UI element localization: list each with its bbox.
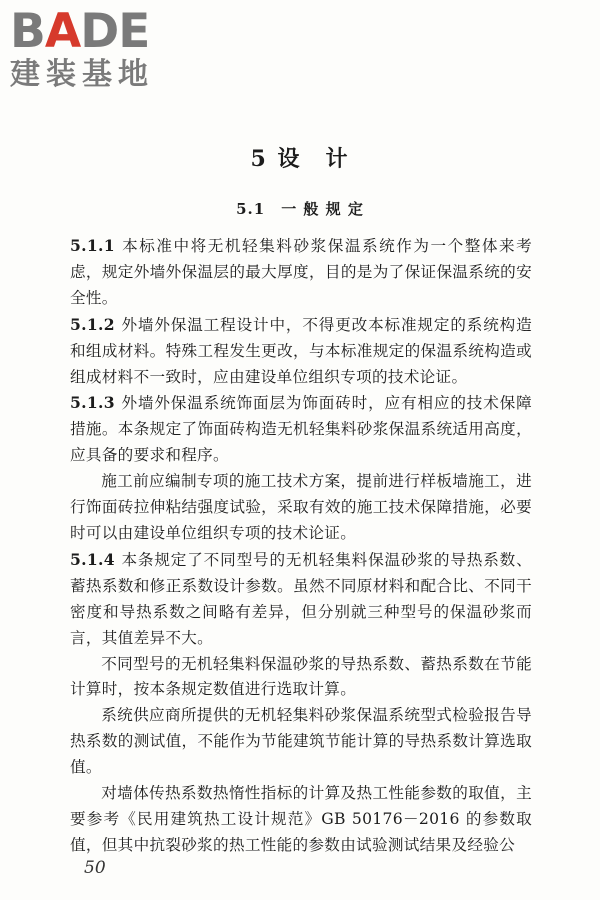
paragraph-text: 对墙体传热系数热惰性指标的计算及热工性能参数的取值，主要参考《民用建筑热工设计规范》GB 50176－2016 的参数取值，但其中抗裂砂浆的热工性能的参数由试验测试结果及经验公 <box>70 784 532 854</box>
body-paragraph <box>70 703 532 781</box>
bade-logo <box>10 4 180 92</box>
clause-paragraph <box>70 390 532 469</box>
paragraph-text: 系统供应商所提供的无机轻集料砂浆保温系统型式检验报告导热系数的测试值，不能作为节能建筑节能计算的导热系数计算选取值。 <box>70 706 532 777</box>
clause-paragraph <box>70 312 532 391</box>
paragraph-text: 外墙外保温工程设计中，不得更改本标准规定的系统构造和组成材料。特殊工程发生更改，与本标准规定的保温系统构造或组成材料不一致时，应由建设单位组织专项的技术论证。 <box>70 315 532 386</box>
document-body <box>70 233 532 859</box>
clause-paragraph <box>70 233 532 312</box>
page-number: 50 <box>84 858 106 878</box>
paragraph-text: 施工前应编制专项的施工技术方案，提前进行样板墙施工，进行饰面砖拉伸粘结强度试验，采取有效的施工技术保障措施，必要时可以由建设单位组织专项的技术论证。 <box>70 472 532 542</box>
body-paragraph <box>70 652 532 704</box>
logo-wordmark: BADE <box>10 4 150 59</box>
chapter-title: 5 设 计 <box>250 146 350 172</box>
clause-paragraph <box>70 547 532 652</box>
body-paragraph <box>70 469 532 547</box>
paragraph-text: 不同型号的无机轻集料保温砂浆的导热系数、蓄热系数在节能计算时，按本条规定数值进行选取计算。 <box>70 654 532 699</box>
clause-number: 5.1.4 <box>70 549 115 569</box>
body-paragraph <box>70 781 532 859</box>
paragraph-text: 外墙外保温系统饰面层为饰面砖时，应有相应的技术保障措施。本条规定了饰面砖构造无机轻集料砂浆保温系统适用高度，应具备的要求和程序。 <box>70 394 532 465</box>
clause-number: 5.1.3 <box>70 393 115 413</box>
logo-subtitle: 建装基地 <box>10 57 154 92</box>
clause-number: 5.1.2 <box>70 314 115 334</box>
paragraph-text: 本条规定了不同型号的无机轻集料保温砂浆的导热系数、蓄热系数和修正系数设计参数。虽然不同原材料和配合比、不同干密度和导热系数之间略有差异，但分别就三种型号的保温砂浆而言，其值差异不大。 <box>70 550 532 647</box>
clause-number: 5.1.1 <box>70 236 115 255</box>
paragraph-text: 本标准中将无机轻集料砂浆保温系统作为一个整体来考虑，规定外墙外保温层的最大厚度，目的是为了保证保温系统的安全性。 <box>70 237 532 307</box>
section-title: 5.1 一 般 规 定 <box>236 200 364 218</box>
